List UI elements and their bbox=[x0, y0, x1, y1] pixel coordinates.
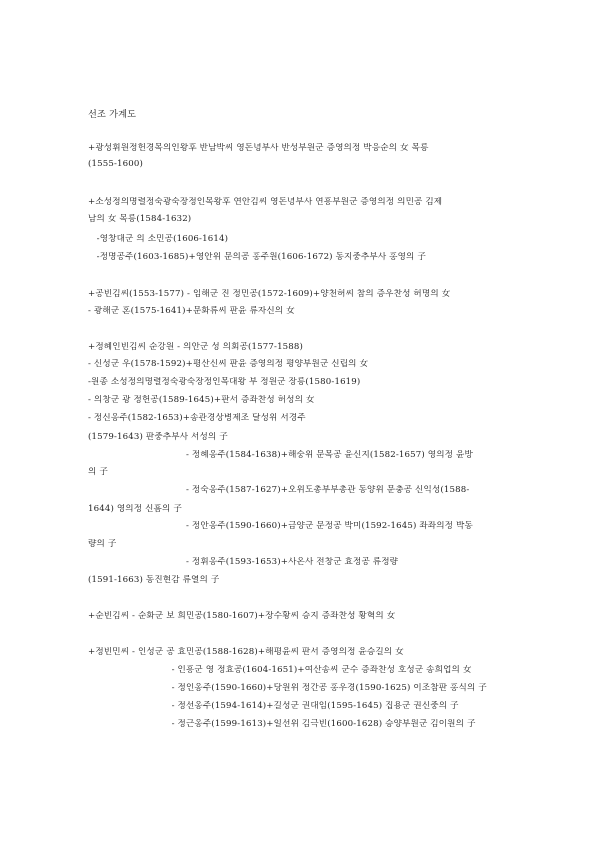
text-line: - 의창군 광 정헌공(1589-1645)+판서 증좌찬성 허성의 女 bbox=[88, 395, 315, 405]
text-line: - 인흥군 영 정효공(1604-1651)+여산송씨 군수 증좌찬성 호성군 송희업의 女 bbox=[88, 665, 472, 675]
text-line: - 정인옹주(1590-1660)+당원위 정간공 홍우경(1590-1625) 이조참판 홍식의 子 bbox=[88, 683, 488, 693]
text-line: +광성휘원정헌경목의인왕후 반남박씨 영돈녕부사 반성부원군 증영의정 박응순의 女 목릉 bbox=[88, 143, 429, 153]
text-line: - 정신옹주(1582-1653)+송관경상병제조 달성위 서경주 bbox=[88, 413, 306, 423]
text-line: - 정선옹주(1594-1614)+길성군 권대임(1595-1645) 집용군 권신중의 子 bbox=[88, 701, 459, 711]
text-line: -영창대군 의 소민공(1606-1614) bbox=[88, 234, 229, 244]
text-line: 의 子 bbox=[88, 467, 109, 477]
text-line: +순빈김씨 - 순화군 보 희민공(1580-1607)+장수황씨 승지 증좌찬성 황혁의 女 bbox=[88, 611, 396, 621]
text-line: -원종 소성정의명렬정숙광숙장정인목대왕 부 정원군 장릉(1580-1619) bbox=[88, 377, 361, 387]
text-line: - 정숙옹주(1587-1627)+오위도총부부총관 동양위 문충공 신익성(1588- bbox=[88, 485, 470, 495]
text-line: +정혜인빈김씨 순강원 - 의안군 성 의회공(1577-1588) bbox=[88, 342, 304, 352]
text-line: - 신성군 우(1578-1592)+평산신씨 판윤 증영의정 평양부원군 신립의 女 bbox=[88, 359, 369, 369]
text-line: - 정근옹주(1599-1613)+일선위 김극빈(1600-1628) 승양부원군 김이원의 子 bbox=[88, 719, 476, 729]
text-line: +공빈김씨(1553-1577) - 임해군 진 정민공(1572-1609)+양천허씨 참의 증우찬성 허명의 女 bbox=[88, 289, 451, 299]
text-line: (1555-1600) bbox=[88, 159, 143, 169]
text-line: 1644) 영의정 신흠의 子 bbox=[88, 504, 183, 514]
text-line: - 정혜옹주(1584-1638)+해숭위 문목공 윤신지(1582-1657) 영의정 윤방 bbox=[88, 450, 473, 460]
text-line: +소성정의명렬정숙광숙장정인목왕후 연안김씨 영돈녕부사 연흥부원군 증영의정 의민공 김제 bbox=[88, 197, 443, 207]
text-line: 량의 子 bbox=[88, 539, 117, 549]
text-line: (1579-1643) 판중추부사 서성의 子 bbox=[88, 432, 229, 442]
text-line: 남의 女 목릉(1584-1632) bbox=[88, 214, 192, 224]
text-line: +정빈민씨 - 인성군 공 효민공(1588-1628)+해평윤씨 판서 증영의정 윤승길의 女 bbox=[88, 647, 404, 657]
text-line: - 광해군 혼(1575-1641)+문화류씨 판윤 류자신의 女 bbox=[88, 306, 295, 316]
text-line: -정명공주(1603-1685)+영안위 문의공 홍주원(1606-1672) 동지중추부사 홍영의 子 bbox=[88, 252, 427, 262]
document-title: 선조 가계도 bbox=[88, 109, 137, 120]
text-line: - 정안옹주(1590-1660)+금양군 문정공 박미(1592-1645) 좌좌의정 박동 bbox=[88, 521, 473, 531]
text-line: - 정휘옹주(1593-1653)+사온사 전창군 효정공 류정량 bbox=[88, 557, 399, 567]
text-line: (1591-1663) 동진현감 류열의 子 bbox=[88, 575, 220, 585]
